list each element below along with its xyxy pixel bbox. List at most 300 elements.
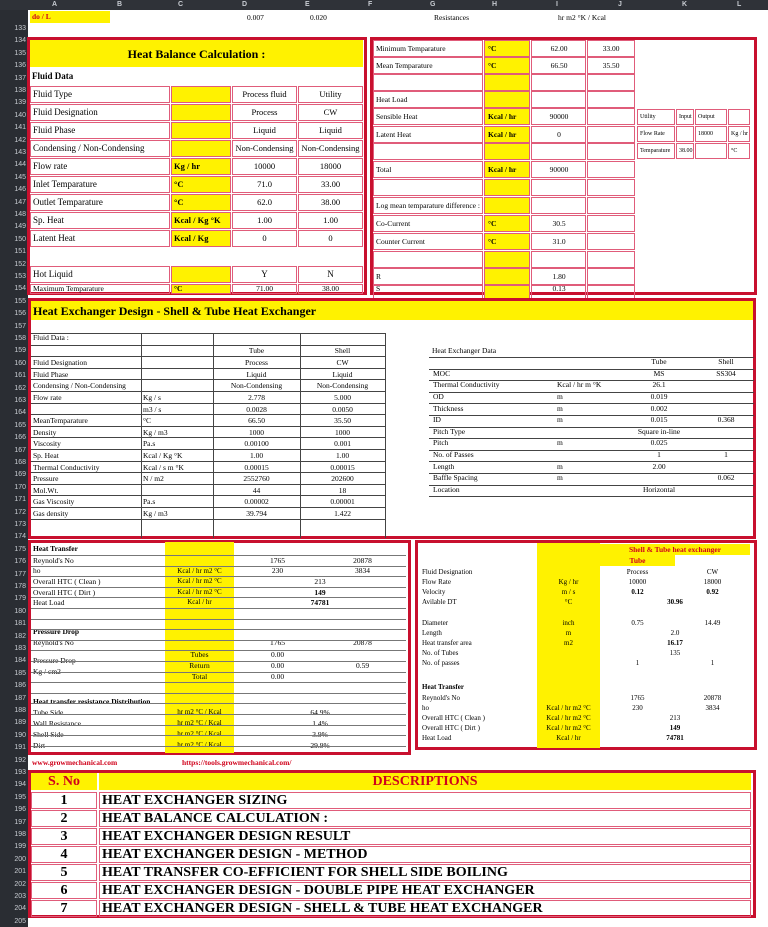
res-value[interactable]: 3.9% [312, 729, 328, 739]
row-number[interactable]: 170 [14, 483, 26, 491]
design-row-label[interactable]: Mol.Wt. [33, 485, 59, 495]
column-label[interactable]: G [430, 1, 436, 8]
summary-label[interactable]: Heat transfer area [422, 638, 472, 647]
transfer-unit[interactable]: Kcal / hr m2 °C [177, 587, 222, 596]
util-unit[interactable]: °C [728, 143, 750, 159]
hl-label[interactable]: Heat Load [376, 94, 408, 104]
design-row-label[interactable]: MeanTemparature [33, 416, 88, 426]
summary-unit[interactable]: °C [564, 598, 573, 607]
column-label[interactable]: L [737, 1, 742, 8]
desc-item[interactable]: HEAT EXCHANGER DESIGN - SHELL & TUBE HEAT EXCHANGER [99, 900, 751, 917]
design-row-unit[interactable]: m3 / s [143, 404, 162, 414]
hl-value[interactable]: 90000 [549, 164, 569, 174]
hx-label[interactable]: MOC [433, 368, 451, 378]
summary-unit[interactable]: inch [562, 618, 575, 627]
hl-unit[interactable]: Kcal / hr [488, 129, 517, 139]
hl-cell[interactable] [484, 74, 530, 91]
design-tube-value[interactable]: 2.778 [248, 393, 265, 403]
hx-tube-value[interactable]: 26.1 [652, 380, 666, 390]
row-number[interactable]: 153 [14, 273, 26, 280]
util-output[interactable]: Output [695, 109, 727, 125]
hx-unit[interactable]: m [557, 461, 563, 471]
hx-shell-value[interactable] [700, 438, 752, 449]
design-row-label[interactable]: Fluid Phase [33, 369, 69, 379]
design-row-label[interactable]: Viscosity [33, 439, 61, 449]
column-label[interactable]: B [117, 1, 123, 8]
hb-utility-value[interactable]: Utility [298, 86, 363, 103]
design-shell-value[interactable]: Liquid [332, 369, 353, 379]
summary-unit[interactable] [537, 649, 600, 659]
hl-label[interactable]: S [376, 285, 381, 293]
summary-unit[interactable]: Kg / hr [558, 577, 579, 586]
hb-row-label[interactable]: Flow rate [30, 158, 170, 175]
hl-value[interactable]: 90000 [549, 111, 569, 121]
summary-unit[interactable]: m / s [561, 587, 576, 596]
row-number[interactable]: 175 [14, 545, 26, 553]
hb-process-value[interactable]: Liquid [232, 122, 297, 139]
hb-row-label[interactable]: Inlet Temparature [30, 176, 170, 193]
column-label[interactable]: E [305, 1, 310, 8]
hl-cell[interactable] [531, 74, 586, 91]
row-number[interactable]: 187 [14, 694, 26, 702]
hl-value[interactable]: 1.80 [552, 271, 566, 281]
design-row-label[interactable]: Flow rate [33, 393, 62, 403]
transfer-unit[interactable]: Kcal / hr [187, 598, 212, 607]
hl-cell[interactable] [587, 91, 635, 108]
hl-cell[interactable] [373, 74, 483, 91]
row-number[interactable]: 140 [14, 111, 26, 119]
hl-value[interactable]: 0.13 [552, 285, 566, 293]
design-row-label[interactable]: Condensing / Non-Condensing [33, 381, 126, 391]
transfer-value-a[interactable]: 1765 [270, 555, 285, 565]
hb-utility-value[interactable]: 33.00 [298, 176, 363, 193]
hx-tube-value[interactable]: 0.015 [650, 415, 668, 425]
hx-unit[interactable]: m [557, 391, 563, 401]
transfer-unit[interactable]: Kcal / hr m2 °C [177, 566, 222, 575]
top-do-l[interactable]: do / L [30, 11, 110, 23]
hx-shell-value[interactable] [700, 391, 752, 402]
hb-process-value[interactable]: 62.0 [232, 194, 297, 211]
summary-unit[interactable]: Kcal / hr [556, 734, 581, 743]
transfer-label[interactable]: Heat Load [33, 598, 65, 608]
hb-row-unit[interactable] [171, 140, 231, 157]
hl-label[interactable]: Latent Heat [376, 129, 412, 139]
hb-row-unit[interactable]: Kcal / Kg [171, 230, 231, 247]
hl-unit[interactable]: °C [488, 236, 497, 246]
transfer-label[interactable]: Reynold's No [33, 555, 74, 565]
hl-cell[interactable] [587, 215, 635, 232]
row-number[interactable]: 193 [14, 769, 26, 776]
row-number[interactable]: 182 [14, 632, 26, 640]
row-number[interactable]: 197 [14, 818, 26, 826]
hb-utility-value[interactable]: 38.00 [298, 194, 363, 211]
row-number[interactable]: 205 [14, 917, 26, 925]
summary-merged-value[interactable]: 74781 [666, 734, 684, 743]
hl-label[interactable]: Co-Current [376, 218, 411, 228]
hx-tube-value[interactable]: 2.00 [652, 461, 666, 471]
design-row-label[interactable]: Density [33, 427, 57, 437]
hl-label[interactable]: Counter Current [376, 236, 425, 246]
transfer-label[interactable]: Overall HTC ( Dirt ) [33, 587, 96, 597]
hl-label[interactable]: Sensible Heat [376, 111, 418, 121]
hl-cell[interactable] [587, 143, 635, 160]
row-number[interactable]: 202 [14, 880, 26, 888]
design-tube-value[interactable]: 66.50 [248, 416, 265, 426]
hx-tube-value[interactable]: 0.019 [650, 391, 668, 401]
design-shell-value[interactable]: 0.0050 [332, 404, 353, 414]
row-number[interactable]: 135 [14, 49, 26, 57]
row-number[interactable]: 189 [14, 719, 26, 727]
res-value[interactable]: 1.4% [312, 718, 328, 728]
hb-process-value[interactable]: 10000 [232, 158, 297, 175]
summary-unit[interactable] [537, 659, 600, 669]
hx-shell-value[interactable] [700, 426, 752, 437]
top-value[interactable]: 0.020 [310, 13, 327, 23]
hx-label[interactable]: Thickness [433, 403, 464, 413]
row-number[interactable]: 149 [14, 223, 26, 231]
hl-value[interactable]: 62.00 [550, 43, 568, 53]
design-shell-value[interactable]: 202600 [331, 474, 354, 484]
row-number[interactable]: 181 [14, 620, 26, 628]
design-tube-value[interactable]: 0.00100 [244, 439, 269, 449]
desc-number[interactable]: 4 [31, 846, 97, 863]
hx-unit[interactable] [555, 484, 620, 495]
design-shell-value[interactable]: 0.001 [334, 439, 351, 449]
summary-value-b[interactable]: 1 [710, 659, 715, 668]
hx-tube-value[interactable]: 0.002 [650, 403, 668, 413]
website-link[interactable]: www.growmechanical.com [32, 758, 118, 768]
design-tube-value[interactable]: 1.00 [249, 451, 264, 461]
desc-item[interactable]: HEAT TRANSFER CO-EFFICIENT FOR SHELL SIDE BOILING [99, 864, 751, 881]
hb-row-label[interactable]: Sp. Heat [30, 212, 170, 229]
row-number[interactable]: 154 [14, 285, 26, 293]
row-number[interactable]: 171 [14, 496, 26, 504]
row-number[interactable]: 199 [14, 843, 26, 851]
design-shell-value[interactable]: 1.00 [335, 451, 350, 461]
row-number[interactable]: 142 [14, 136, 26, 144]
summary-label[interactable]: Overall HTC ( Clean ) [422, 713, 485, 722]
hb-row-unit[interactable] [171, 104, 231, 121]
pd-row-unit[interactable]: Return [189, 660, 210, 670]
design-shell-value[interactable]: 0.00001 [330, 497, 355, 507]
hx-tube-value[interactable]: Square in-line [637, 426, 681, 436]
design-row-unit[interactable]: Pa.s [143, 439, 156, 449]
summary-label[interactable]: Velocity [422, 587, 446, 596]
desc-number[interactable]: 1 [31, 792, 97, 809]
design-shell-value[interactable]: 5.000 [334, 393, 351, 403]
summary-value-b[interactable]: CW [706, 567, 719, 576]
transfer-label[interactable]: Overall HTC ( Clean ) [33, 576, 101, 586]
desc-item[interactable]: HEAT EXCHANGER DESIGN - DOUBLE PIPE HEAT EXCHANGER [99, 882, 751, 899]
hx-shell-value[interactable]: 0.062 [717, 473, 735, 483]
hb-hot-u[interactable]: N [298, 266, 363, 283]
row-number[interactable]: 166 [14, 434, 26, 442]
summary-label[interactable]: Diameter [422, 618, 449, 627]
hb-utility-value[interactable]: Liquid [298, 122, 363, 139]
transfer-merged-value[interactable]: 74781 [310, 598, 330, 608]
hl-value[interactable]: 0 [557, 129, 561, 139]
design-tube-value[interactable]: 1000 [249, 427, 264, 437]
summary-value-a[interactable]: 230 [632, 703, 643, 712]
row-number[interactable]: 186 [14, 682, 26, 690]
summary-label[interactable]: Avilable DT [422, 598, 457, 607]
hx-label[interactable]: Location [433, 484, 460, 494]
hl-value[interactable]: 30.5 [552, 218, 566, 228]
hb-row-unit[interactable] [171, 86, 231, 103]
column-label[interactable]: D [242, 1, 248, 8]
hb-row-label[interactable]: Fluid Phase [30, 122, 170, 139]
summary-unit[interactable] [537, 693, 600, 703]
hx-tube-value[interactable]: 0.025 [650, 438, 668, 448]
hx-unit[interactable] [555, 426, 620, 437]
top-value[interactable]: 0.007 [247, 13, 264, 23]
hb-max-temp-label[interactable]: Maximum Temparature [30, 284, 170, 294]
column-label[interactable]: A [52, 1, 58, 8]
design-tube-value[interactable]: 0.0028 [246, 404, 267, 414]
row-number[interactable]: 176 [14, 558, 26, 566]
hb-max-unit[interactable]: °C [171, 284, 231, 294]
row-number[interactable]: 203 [14, 893, 26, 900]
summary-value-b[interactable]: 3834 [705, 703, 720, 712]
row-number[interactable]: 157 [14, 322, 26, 330]
hx-unit[interactable]: m [557, 403, 563, 413]
hx-label[interactable]: Pitch Type [433, 426, 466, 436]
hx-unit[interactable] [555, 449, 620, 460]
summary-label[interactable]: No. of Tubes [422, 649, 459, 658]
column-label[interactable]: I [556, 1, 558, 8]
hx-unit[interactable]: Kcal / hr m °K [557, 380, 602, 390]
hx-shell-value[interactable] [700, 484, 752, 495]
row-number[interactable]: 144 [14, 161, 26, 169]
design-tube-value[interactable]: 0.00015 [244, 462, 269, 472]
summary-unit[interactable]: Kcal / hr m2 °C [546, 724, 591, 733]
row-number[interactable]: 169 [14, 471, 26, 479]
row-number[interactable]: 204 [14, 905, 26, 913]
hl-cell[interactable] [587, 74, 635, 91]
row-number[interactable]: 148 [14, 211, 26, 218]
hb-process-value[interactable]: Process [232, 104, 297, 121]
design-tube-value[interactable]: 39.794 [246, 509, 267, 519]
hl-label[interactable]: Minimum Temparature [376, 43, 446, 53]
row-number[interactable]: 164 [14, 409, 26, 417]
row-number[interactable]: 159 [14, 347, 26, 355]
summary-label[interactable]: ho [422, 703, 429, 712]
row-number[interactable]: 147 [14, 198, 26, 206]
design-row-unit[interactable]: N / m2 [143, 474, 164, 484]
summary-label[interactable]: Length [422, 628, 442, 637]
design-tube-value[interactable]: Process [245, 358, 268, 368]
summary-label[interactable]: Fluid Designation [422, 567, 473, 576]
hx-label[interactable]: Thermal Conductivity [433, 380, 500, 390]
pd-row-unit[interactable]: Tubes [190, 649, 209, 659]
row-number[interactable]: 151 [14, 248, 26, 256]
hb-cell[interactable] [171, 266, 231, 283]
design-row-unit[interactable]: Kg / m3 [143, 509, 168, 519]
design-row-unit[interactable]: Pa.s [143, 497, 156, 507]
row-number[interactable]: 150 [14, 235, 26, 243]
res-label[interactable]: Wall Resistance [33, 718, 81, 728]
hx-label[interactable]: Baffle Spacing [433, 473, 478, 483]
summary-value-a[interactable]: Process [626, 567, 649, 576]
hx-label[interactable]: Length [433, 461, 455, 471]
res-unit[interactable]: hr m2 °C / Kcal [177, 719, 222, 727]
desc-item[interactable]: HEAT EXCHANGER DESIGN - METHOD [99, 846, 751, 863]
desc-number[interactable]: 5 [31, 864, 97, 881]
hb-process-value[interactable]: 1.00 [232, 212, 297, 229]
hl-cell[interactable] [531, 143, 586, 160]
hl-unit[interactable]: °C [488, 43, 497, 53]
row-number[interactable]: 156 [14, 310, 26, 318]
hl-cell[interactable] [484, 143, 530, 160]
hl-cell[interactable] [587, 197, 635, 214]
hx-unit[interactable]: m [557, 415, 563, 425]
summary-label[interactable]: No. of passes [422, 659, 460, 668]
transfer-merged-value[interactable]: 149 [314, 587, 326, 597]
hl-cell[interactable] [373, 179, 483, 196]
hb-utility-value[interactable]: 1.00 [298, 212, 363, 229]
summary-value-b[interactable]: 20878 [703, 693, 722, 702]
row-number[interactable]: 195 [14, 793, 26, 801]
hl-unit[interactable]: °C [488, 60, 497, 70]
hb-max-u[interactable]: 38.00 [298, 284, 363, 294]
row-number[interactable]: 201 [14, 868, 26, 876]
design-row-label[interactable]: Fluid Designation [33, 358, 87, 368]
row-number[interactable]: 183 [14, 645, 26, 652]
res-unit[interactable]: hr m2 °C / Kcal [177, 741, 222, 749]
row-number[interactable]: 180 [14, 607, 26, 615]
hl-label[interactable]: Mean Temparature [376, 60, 433, 70]
row-number[interactable]: 138 [14, 87, 26, 94]
util-unit[interactable]: Kg / hr [728, 126, 750, 142]
hb-row-unit[interactable] [171, 122, 231, 139]
hx-shell-value[interactable] [700, 380, 752, 391]
hb-utility-value[interactable]: 0 [298, 230, 363, 247]
summary-merged-value[interactable]: 213 [669, 713, 681, 722]
hb-process-value[interactable]: 71.0 [232, 176, 297, 193]
res-value[interactable]: 29.9% [310, 740, 330, 750]
design-shell-value[interactable]: Non-Condensing [316, 381, 369, 391]
desc-number[interactable]: 3 [31, 828, 97, 845]
hl-cell[interactable] [484, 197, 530, 214]
row-number[interactable]: 185 [14, 669, 26, 677]
row-number[interactable]: 163 [14, 397, 26, 404]
hb-row-unit[interactable]: Kcal / Kg °K [171, 212, 231, 229]
hb-process-value[interactable]: Non-Condensing [232, 140, 297, 157]
summary-unit[interactable]: m [565, 628, 572, 637]
summary-merged-value[interactable]: 16.17 [667, 638, 683, 647]
row-number[interactable]: 168 [14, 459, 26, 466]
hl-cell[interactable] [484, 268, 530, 285]
pd-reynolds-b[interactable]: 20878 [353, 637, 372, 647]
row-number[interactable]: 191 [14, 744, 26, 752]
hl-cell[interactable] [587, 233, 635, 250]
hl-value[interactable]: 66.50 [550, 60, 568, 70]
pd-unit[interactable]: Kg / cm2 [33, 666, 61, 676]
transfer-unit[interactable] [165, 555, 234, 566]
hl-cell[interactable] [531, 251, 586, 268]
top-unit[interactable]: hr m2 °K / Kcal [558, 13, 606, 23]
design-tube-value[interactable]: 44 [252, 485, 261, 495]
summary-label[interactable]: Heat Load [422, 734, 452, 743]
hl-cell[interactable] [587, 251, 635, 268]
hl-cell[interactable] [484, 251, 530, 268]
column-label[interactable]: K [682, 1, 688, 8]
transfer-value-b[interactable]: 3834 [355, 566, 370, 576]
desc-number[interactable]: 2 [31, 810, 97, 827]
design-row-label[interactable]: Pressure [33, 474, 59, 484]
design-row-unit[interactable]: Kg / m3 [143, 427, 168, 437]
row-number[interactable]: 146 [14, 186, 26, 194]
design-row-label[interactable]: Sp. Heat [33, 451, 59, 461]
design-shell-value[interactable]: 1.422 [334, 509, 351, 519]
hl-cell[interactable] [484, 91, 530, 108]
row-number[interactable]: 192 [14, 756, 26, 764]
top-label[interactable]: Resistances [434, 13, 469, 23]
tools-link[interactable]: https://tools.growmechanical.com/ [182, 758, 292, 768]
hx-shell-value[interactable] [700, 461, 752, 472]
hx-tube-value[interactable] [620, 472, 698, 483]
hb-utility-value[interactable]: Non-Condensing [298, 140, 363, 157]
row-number[interactable]: 200 [14, 855, 26, 863]
hx-unit[interactable]: m [557, 473, 563, 483]
hx-shell-value[interactable]: SS304 [716, 368, 736, 378]
desc-item[interactable]: HEAT EXCHANGER DESIGN RESULT [99, 828, 751, 845]
column-label[interactable]: C [178, 1, 184, 8]
hx-tube-value[interactable]: Horizontal [642, 484, 676, 494]
hl-cell[interactable] [373, 143, 483, 160]
summary-value-a[interactable]: 1 [635, 659, 640, 668]
hl-cell[interactable] [484, 179, 530, 196]
row-number[interactable]: 188 [14, 707, 26, 714]
res-label[interactable]: Shell Side [33, 729, 64, 739]
row-number[interactable]: 145 [14, 173, 26, 181]
summary-value-a[interactable]: 1765 [630, 693, 645, 702]
row-number[interactable]: 165 [14, 421, 26, 429]
design-shell-value[interactable]: 0.00015 [330, 462, 355, 472]
design-tube-value[interactable]: Non-Condensing [230, 381, 283, 391]
hl-cell[interactable] [587, 161, 635, 178]
hl-cell[interactable] [587, 126, 635, 143]
transfer-value-a[interactable]: 230 [271, 566, 284, 576]
summary-value-b[interactable]: 18000 [703, 577, 722, 586]
hb-row-label[interactable]: Condensing / Non-Condensing [30, 140, 170, 157]
res-unit[interactable]: hr m2 °C / Kcal [177, 730, 222, 738]
hl-cell[interactable] [587, 268, 635, 285]
hb-row-unit[interactable]: °C [171, 176, 231, 193]
column-label[interactable]: J [618, 1, 622, 8]
summary-label[interactable]: Flow Rate [422, 577, 451, 586]
pd-reynolds-a[interactable]: 1765 [270, 637, 285, 647]
hx-tube-value[interactable]: 1 [657, 449, 661, 459]
hl-label[interactable]: Log mean temparature difference : [376, 200, 480, 210]
design-row-unit[interactable]: Kcal / s m °K [143, 462, 184, 472]
row-number[interactable]: 141 [14, 124, 26, 132]
summary-value-b[interactable]: 0.92 [706, 587, 719, 596]
hb-process-value[interactable]: 0 [232, 230, 297, 247]
hb-hot-p[interactable]: Y [232, 266, 297, 283]
pd-row-value[interactable]: 0.00 [270, 671, 285, 681]
hb-row-label[interactable]: Outlet Temparature [30, 194, 170, 211]
row-number[interactable]: 160 [14, 359, 26, 367]
hx-shell-value[interactable]: 1 [724, 449, 728, 459]
util-input[interactable] [676, 126, 694, 142]
summary-value-a[interactable]: 10000 [628, 577, 647, 586]
design-row-label[interactable]: Gas Viscosity [33, 497, 75, 507]
transfer-merged-value[interactable]: 213 [314, 576, 326, 586]
row-number[interactable]: 139 [14, 99, 26, 107]
hb-row-unit[interactable]: °C [171, 194, 231, 211]
row-number[interactable]: 136 [14, 62, 26, 70]
